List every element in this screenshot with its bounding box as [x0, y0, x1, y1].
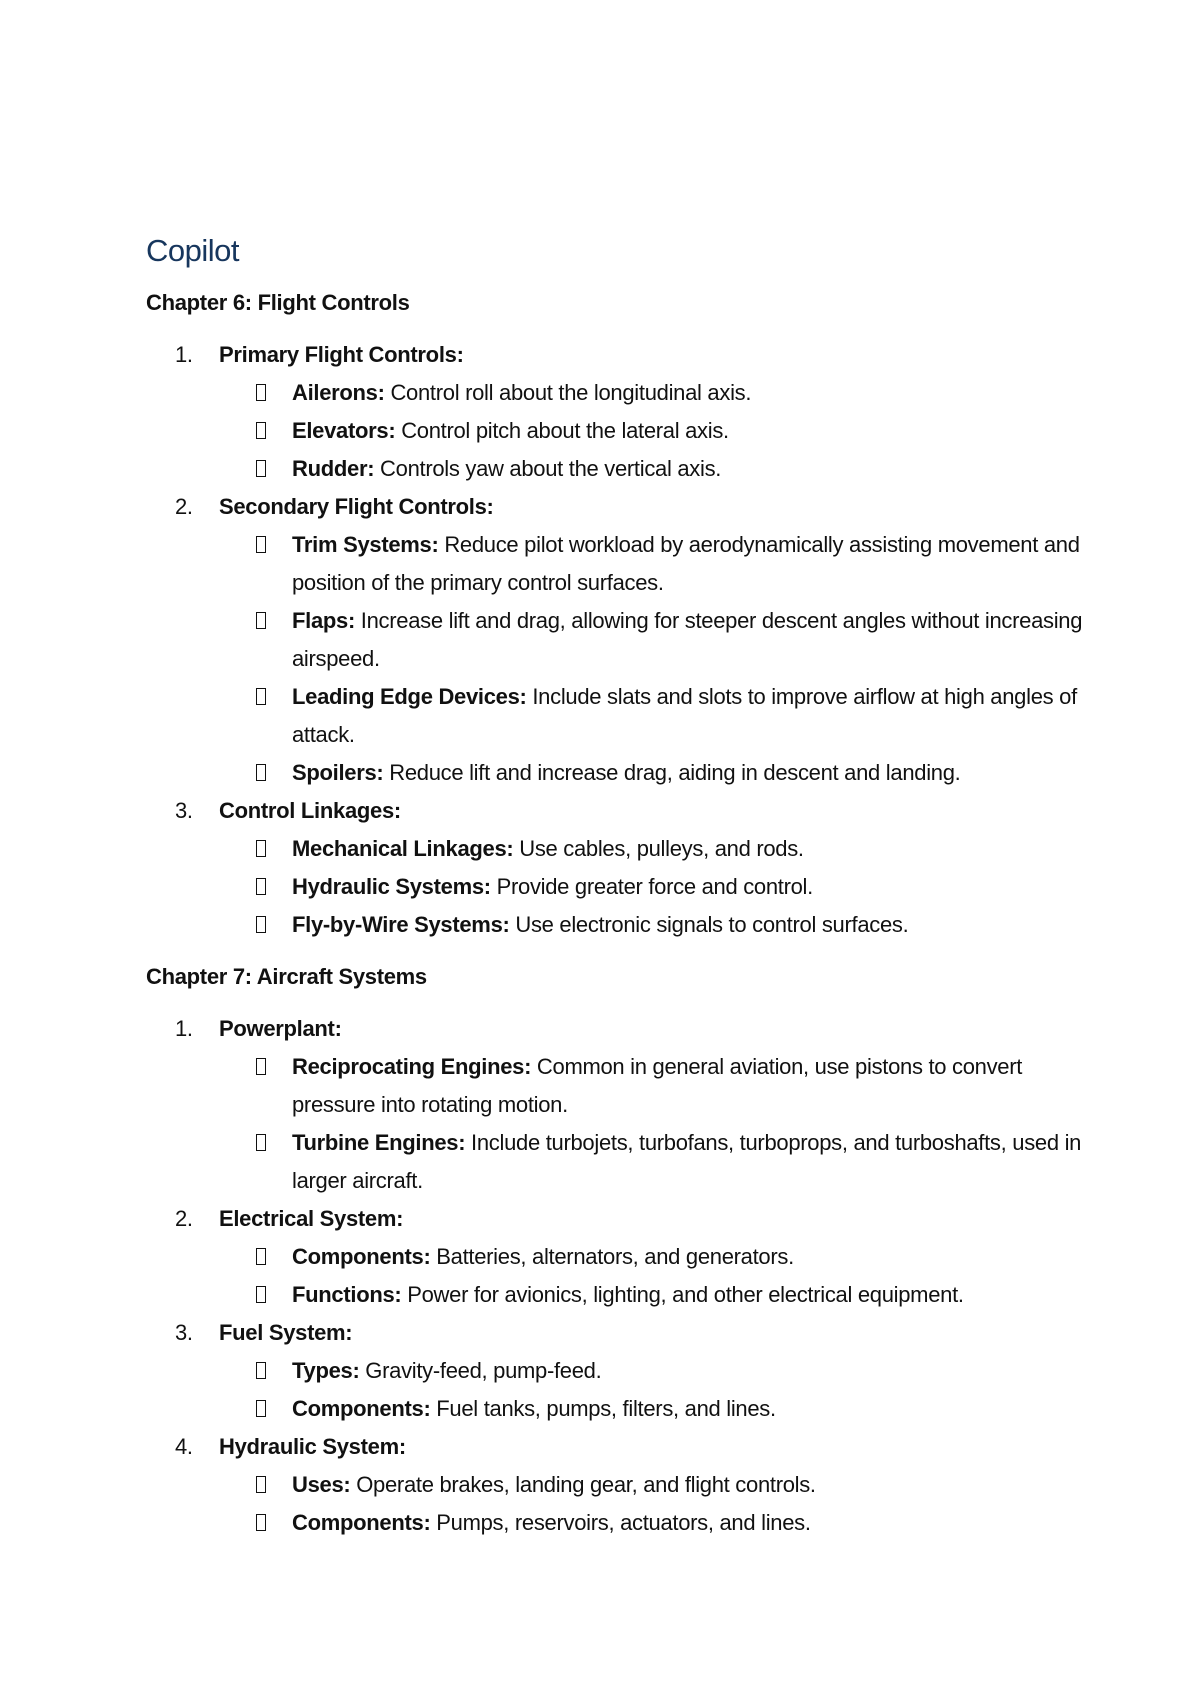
- chapter-heading: Chapter 6: Flight Controls: [146, 290, 410, 315]
- list-section: [146, 1314, 1086, 1428]
- list-item: [146, 1352, 1086, 1390]
- missing-glyph-box-icon: [256, 878, 266, 895]
- document-page: [146, 228, 1086, 1542]
- item-text: Include slats and slots to improve airflow at high angles of attack.: [292, 684, 1077, 747]
- missing-glyph-box-icon: [256, 688, 266, 705]
- item-text: Gravity-feed, pump-feed.: [359, 1358, 602, 1383]
- item-text: Controls yaw about the vertical axis.: [374, 456, 722, 481]
- list-section: [146, 1428, 1086, 1542]
- list-item: [146, 830, 1086, 868]
- section-number: 1.: [175, 1016, 193, 1041]
- list-section: [146, 488, 1086, 792]
- list-item: [146, 1390, 1086, 1428]
- item-term: Hydraulic Systems:: [292, 874, 491, 899]
- item-term: Trim Systems:: [292, 532, 439, 557]
- item-term: Flaps:: [292, 608, 355, 633]
- item-term: Types:: [292, 1358, 360, 1383]
- item-text: Power for avionics, lighting, and other electrical equipment.: [401, 1282, 964, 1307]
- missing-glyph-box-icon: [256, 916, 266, 933]
- list-item: [146, 678, 1086, 754]
- list-item: [146, 526, 1086, 602]
- missing-glyph-box-icon: [256, 764, 266, 781]
- list-item: [146, 450, 1086, 488]
- item-text: Provide greater force and control.: [490, 874, 813, 899]
- section-heading: [146, 1314, 1086, 1352]
- item-text: Include turbojets, turbofans, turboprops, and turboshafts, used in larger aircraft.: [292, 1130, 1082, 1193]
- section-title: Control Linkages:: [219, 798, 401, 823]
- list-item: [146, 1466, 1086, 1504]
- section-title: Primary Flight Controls:: [219, 342, 464, 367]
- item-term: Ailerons:: [292, 380, 385, 405]
- item-text: Fuel tanks, pumps, filters, and lines.: [430, 1396, 776, 1421]
- list-item: [146, 1504, 1086, 1542]
- list-item: [146, 1238, 1086, 1276]
- missing-glyph-box-icon: [256, 384, 266, 401]
- section-title: Hydraulic System:: [219, 1434, 406, 1459]
- list-item: [146, 602, 1086, 678]
- list-item: [146, 1124, 1086, 1200]
- item-term: Uses:: [292, 1472, 351, 1497]
- missing-glyph-box-icon: [256, 840, 266, 857]
- missing-glyph-box-icon: [256, 1476, 266, 1493]
- item-text: Batteries, alternators, and generators.: [430, 1244, 794, 1269]
- item-text: Control pitch about the lateral axis.: [395, 418, 729, 443]
- list-section: [146, 336, 1086, 488]
- section-title: Secondary Flight Controls:: [219, 494, 494, 519]
- item-term: Components:: [292, 1396, 431, 1421]
- item-text: Use electronic signals to control surfaces.: [509, 912, 909, 937]
- section-heading: [146, 1200, 1086, 1238]
- section-title: Fuel System:: [219, 1320, 353, 1345]
- item-term: Elevators:: [292, 418, 396, 443]
- missing-glyph-box-icon: [256, 460, 266, 477]
- list-item: [146, 1048, 1086, 1124]
- list-item: [146, 906, 1086, 944]
- item-text: Reduce pilot workload by aerodynamically assisting movement and position of the primary control surfaces.: [292, 532, 1080, 595]
- section-number: 4.: [175, 1434, 193, 1459]
- item-term: Reciprocating Engines:: [292, 1054, 532, 1079]
- item-text: Use cables, pulleys, and rods.: [513, 836, 804, 861]
- item-text: Increase lift and drag, allowing for steeper descent angles without increasing airspeed.: [292, 608, 1083, 671]
- item-text: Pumps, reservoirs, actuators, and lines.: [430, 1510, 811, 1535]
- chapter: [146, 962, 1086, 1542]
- item-text: Control roll about the longitudinal axis.: [384, 380, 752, 405]
- item-term: Mechanical Linkages:: [292, 836, 514, 861]
- document-title: Copilot: [146, 233, 239, 268]
- list-item: [146, 868, 1086, 906]
- section-heading: [146, 336, 1086, 374]
- section-title: Electrical System:: [219, 1206, 404, 1231]
- item-term: Spoilers:: [292, 760, 384, 785]
- item-term: Fly-by-Wire Systems:: [292, 912, 510, 937]
- item-text: Operate brakes, landing gear, and flight controls.: [350, 1472, 816, 1497]
- missing-glyph-box-icon: [256, 1248, 266, 1265]
- missing-glyph-box-icon: [256, 612, 266, 629]
- item-text: Reduce lift and increase drag, aiding in descent and landing.: [383, 760, 961, 785]
- item-term: Rudder:: [292, 456, 375, 481]
- list-item: [146, 412, 1086, 450]
- item-term: Turbine Engines:: [292, 1130, 466, 1155]
- chapter-heading: Chapter 7: Aircraft Systems: [146, 964, 427, 989]
- missing-glyph-box-icon: [256, 1286, 266, 1303]
- section-number: 1.: [175, 342, 193, 367]
- section-heading: [146, 792, 1086, 830]
- missing-glyph-box-icon: [256, 422, 266, 439]
- list-item: [146, 1276, 1086, 1314]
- section-heading: [146, 1010, 1086, 1048]
- item-term: Leading Edge Devices:: [292, 684, 527, 709]
- section-title: Powerplant:: [219, 1016, 342, 1041]
- missing-glyph-box-icon: [256, 1400, 266, 1417]
- list-section: [146, 1010, 1086, 1200]
- section-number: 2.: [175, 494, 193, 519]
- list-section: [146, 1200, 1086, 1314]
- chapters-container: [146, 288, 1086, 1542]
- missing-glyph-box-icon: [256, 1514, 266, 1531]
- list-item: [146, 754, 1086, 792]
- missing-glyph-box-icon: [256, 1362, 266, 1379]
- list-item: [146, 374, 1086, 412]
- item-term: Components:: [292, 1510, 431, 1535]
- missing-glyph-box-icon: [256, 1134, 266, 1151]
- missing-glyph-box-icon: [256, 1058, 266, 1075]
- section-number: 2.: [175, 1206, 193, 1231]
- chapter: [146, 288, 1086, 944]
- list-section: [146, 792, 1086, 944]
- section-number: 3.: [175, 798, 193, 823]
- missing-glyph-box-icon: [256, 536, 266, 553]
- item-term: Components:: [292, 1244, 431, 1269]
- section-heading: [146, 488, 1086, 526]
- item-text: Common in general aviation, use pistons to convert pressure into rotating motion.: [292, 1054, 1023, 1117]
- item-term: Functions:: [292, 1282, 402, 1307]
- section-heading: [146, 1428, 1086, 1466]
- section-number: 3.: [175, 1320, 193, 1345]
